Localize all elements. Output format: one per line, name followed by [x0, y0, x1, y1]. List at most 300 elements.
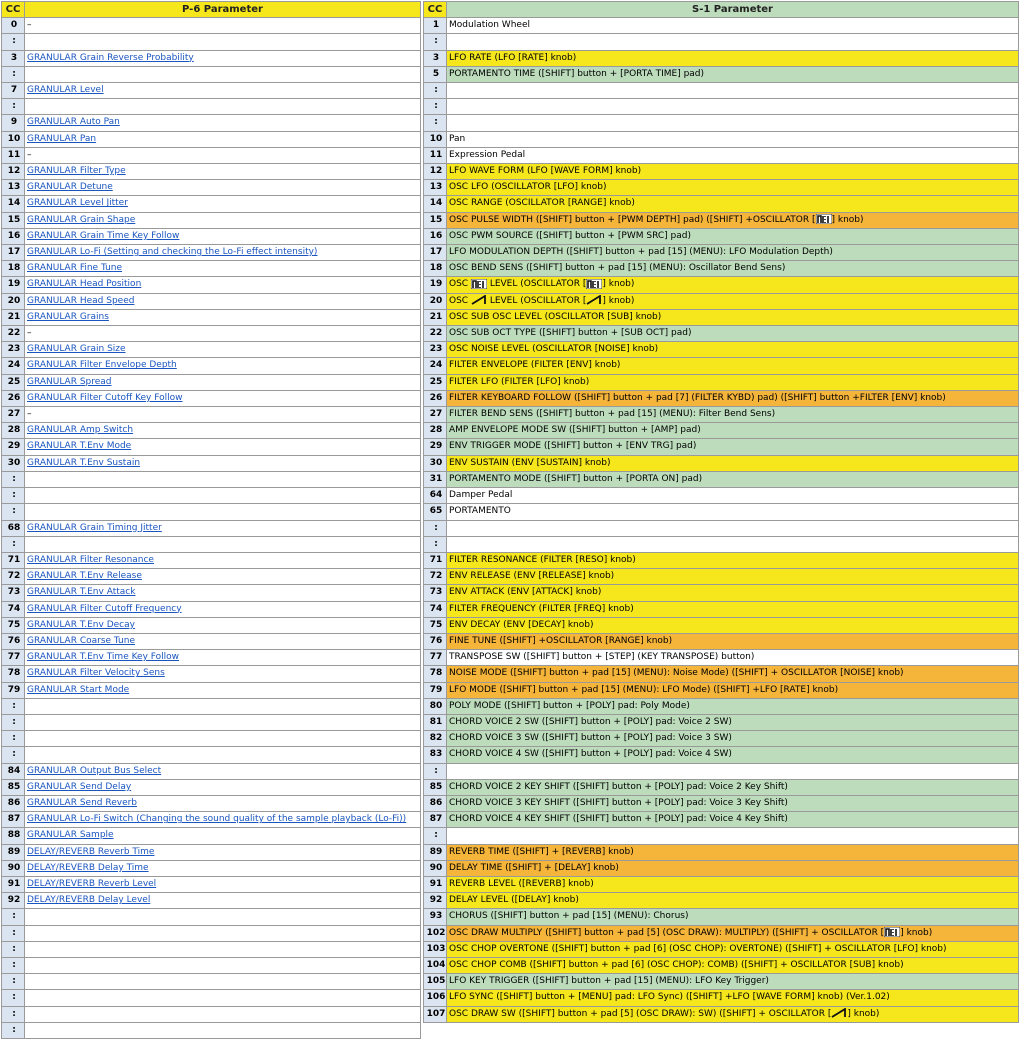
- p6-parameter-cell: [25, 633, 421, 649]
- s1-parameter-cell: [447, 66, 1019, 82]
- p6-row: [2, 196, 421, 212]
- s1-parameter-text: TRANSPOSE SW ([SHIFT] button + [STEP] (KEY TRANSPOSE) button): [449, 652, 755, 663]
- s1-cc-number: 79: [424, 682, 447, 698]
- p6-parameter-cell: [25, 601, 421, 617]
- s1-cc-number: 23: [424, 342, 447, 358]
- s1-row: [424, 990, 1019, 1006]
- s1-parameter-text: LFO MODULATION DEPTH ([SHIFT] button + pad [15] (MENU): LFO Modulation Depth): [449, 247, 833, 258]
- s1-parameter-text: LEVEL (OSCILLATOR [: [486, 295, 587, 306]
- s1-parameter-cell: [447, 488, 1019, 504]
- p6-row: [2, 844, 421, 860]
- p6-parameter-link[interactable]: GRANULAR T.Env Sustain: [27, 457, 141, 468]
- p6-cc-number: 10: [2, 131, 25, 147]
- p6-cc-number: 76: [2, 633, 25, 649]
- p6-cc-number: 20: [2, 293, 25, 309]
- s1-parameter-cell: [447, 552, 1019, 568]
- p6-row: [2, 212, 421, 228]
- s1-cc-number: 5: [424, 66, 447, 82]
- p6-cc-number: 3: [2, 50, 25, 66]
- p6-parameter-cell: [25, 1006, 421, 1022]
- s1-parameter-text: PORTAMENTO: [449, 506, 511, 517]
- p6-cc-number: :: [2, 941, 25, 957]
- p6-row: [2, 504, 421, 520]
- s1-parameter-cell: [447, 18, 1019, 34]
- s1-parameter-text: LFO RATE (LFO [RATE] knob): [449, 52, 577, 63]
- p6-cc-number: 15: [2, 212, 25, 228]
- p6-parameter-link[interactable]: GRANULAR T.Env Decay: [27, 619, 135, 630]
- s1-cc-number: 81: [424, 714, 447, 730]
- p6-cc-number: 12: [2, 164, 25, 180]
- p6-row: [2, 536, 421, 552]
- p6-parameter-text: –: [27, 149, 32, 160]
- p6-cc-number: 84: [2, 763, 25, 779]
- p6-row: [2, 633, 421, 649]
- p6-row: [2, 50, 421, 66]
- p6-cc-number: :: [2, 990, 25, 1006]
- s1-parameter-cell: [447, 99, 1019, 115]
- s1-parameter-cell: [447, 779, 1019, 795]
- p6-cc-number: 19: [2, 277, 25, 293]
- p6-parameter-link[interactable]: GRANULAR Auto Pan: [27, 117, 120, 128]
- p6-parameter-table: [1, 1, 421, 1039]
- p6-parameter-cell: [25, 617, 421, 633]
- p6-parameter-cell: [25, 374, 421, 390]
- p6-parameter-link[interactable]: DELAY/REVERB Reverb Level: [27, 878, 157, 889]
- p6-parameter-link[interactable]: GRANULAR Grain Shape: [27, 214, 136, 225]
- p6-parameter-cell: [25, 520, 421, 536]
- p6-row: [2, 488, 421, 504]
- s1-parameter-cell: [447, 245, 1019, 261]
- p6-cc-number: 29: [2, 439, 25, 455]
- p6-parameter-link[interactable]: GRANULAR Spread: [27, 376, 112, 387]
- s1-row: [424, 844, 1019, 860]
- s1-parameter-cell: [447, 941, 1019, 957]
- p6-row: [2, 342, 421, 358]
- s1-cc-number: 13: [424, 180, 447, 196]
- p6-row: [2, 18, 421, 34]
- p6-parameter-link[interactable]: GRANULAR Filter Type: [27, 166, 126, 177]
- s1-cc-number: 72: [424, 569, 447, 585]
- s1-cc-number: 10: [424, 131, 447, 147]
- p6-parameter-link[interactable]: GRANULAR Filter Cutoff Key Follow: [27, 392, 183, 403]
- p6-parameter-cell: [25, 83, 421, 99]
- p6-cc-number: 91: [2, 876, 25, 892]
- p6-parameter-cell: [25, 714, 421, 730]
- s1-parameter-text: LFO KEY TRIGGER ([SHIFT] button + pad [15] (MENU): LFO Key Trigger): [449, 976, 769, 987]
- s1-cc-number: 25: [424, 374, 447, 390]
- p6-parameter-cell: [25, 941, 421, 957]
- p6-cc-number: 16: [2, 228, 25, 244]
- p6-cc-number: 72: [2, 569, 25, 585]
- p6-row: [2, 277, 421, 293]
- s1-parameter-text: DELAY LEVEL ([DELAY] knob): [449, 895, 579, 906]
- p6-parameter-cell: [25, 698, 421, 714]
- s1-cc-number: 77: [424, 650, 447, 666]
- s1-cc-number: 78: [424, 666, 447, 682]
- p6-parameter-link[interactable]: GRANULAR Lo-Fi Switch (Changing the sound quality of the sample playback (Lo-Fi)): [27, 814, 407, 825]
- p6-parameter-link[interactable]: GRANULAR Grain Reverse Probability: [27, 52, 194, 63]
- p6-row: [2, 1022, 421, 1038]
- s1-cc-header: CC: [424, 2, 447, 18]
- p6-parameter-link[interactable]: GRANULAR Output Bus Select: [27, 765, 162, 776]
- s1-cc-number: 89: [424, 844, 447, 860]
- p6-parameter-cell: [25, 326, 421, 342]
- s1-row: [424, 439, 1019, 455]
- s1-parameter-cell: [447, 374, 1019, 390]
- s1-cc-number: 102: [424, 925, 447, 941]
- s1-row: [424, 407, 1019, 423]
- s1-row: [424, 18, 1019, 34]
- s1-cc-number: 85: [424, 779, 447, 795]
- s1-parameter-cell: [447, 261, 1019, 277]
- s1-row: [424, 471, 1019, 487]
- p6-parameter-link[interactable]: GRANULAR Head Position: [27, 279, 142, 290]
- s1-cc-number: :: [424, 34, 447, 50]
- s1-cc-number: 91: [424, 876, 447, 892]
- p6-parameter-cell: [25, 860, 421, 876]
- s1-parameter-text: ENV TRIGGER MODE ([SHIFT] button + [ENV TRG] pad): [449, 441, 697, 452]
- p6-cc-number: :: [2, 1006, 25, 1022]
- p6-row: [2, 358, 421, 374]
- p6-parameter-cell: [25, 358, 421, 374]
- p6-parameter-cell: [25, 876, 421, 892]
- p6-cc-number: 14: [2, 196, 25, 212]
- s1-cc-number: :: [424, 83, 447, 99]
- p6-parameter-text: –: [27, 328, 32, 339]
- s1-cc-number: 27: [424, 407, 447, 423]
- s1-cc-number: 75: [424, 617, 447, 633]
- p6-cc-number: 22: [2, 326, 25, 342]
- p6-cc-number: 26: [2, 390, 25, 406]
- p6-parameter-cell: [25, 536, 421, 552]
- p6-row: [2, 747, 421, 763]
- s1-parameter-cell: [447, 471, 1019, 487]
- p6-parameter-cell: [25, 18, 421, 34]
- p6-parameter-cell: [25, 893, 421, 909]
- s1-parameter-text: ] knob): [831, 214, 864, 225]
- s1-parameter-cell: [447, 536, 1019, 552]
- s1-cc-number: 16: [424, 228, 447, 244]
- p6-parameter-cell: [25, 909, 421, 925]
- s1-parameter-text: FILTER RESONANCE (FILTER [RESO] knob): [449, 554, 636, 565]
- p6-cc-number: 89: [2, 844, 25, 860]
- p6-parameter-link[interactable]: GRANULAR Grain Time Key Follow: [27, 230, 180, 241]
- p6-parameter-link[interactable]: GRANULAR Grain Timing Jitter: [27, 522, 162, 533]
- s1-row: [424, 34, 1019, 50]
- s1-parameter-cell: [447, 601, 1019, 617]
- s1-parameter-text: ENV RELEASE (ENV [RELEASE] knob): [449, 571, 615, 582]
- p6-row: [2, 714, 421, 730]
- p6-parameter-link[interactable]: GRANULAR Send Delay: [27, 781, 132, 792]
- p6-row: [2, 763, 421, 779]
- p6-parameter-cell: [25, 66, 421, 82]
- p6-cc-number: :: [2, 536, 25, 552]
- p6-parameter-link[interactable]: DELAY/REVERB Delay Time: [27, 862, 149, 873]
- p6-parameter-link[interactable]: GRANULAR Level Jitter: [27, 198, 128, 209]
- p6-parameter-link[interactable]: GRANULAR Send Reverb: [27, 797, 138, 808]
- p6-parameter-link[interactable]: GRANULAR Start Mode: [27, 684, 130, 695]
- s1-cc-number: :: [424, 115, 447, 131]
- s1-row: [424, 423, 1019, 439]
- s1-row: [424, 828, 1019, 844]
- s1-row: [424, 666, 1019, 682]
- s1-parameter-cell: [447, 423, 1019, 439]
- s1-parameter-text: ENV SUSTAIN (ENV [SUSTAIN] knob): [449, 457, 611, 468]
- s1-parameter-cell: [447, 196, 1019, 212]
- s1-parameter-cell: [447, 520, 1019, 536]
- s1-row: [424, 293, 1019, 309]
- s1-parameter-cell: [447, 326, 1019, 342]
- p6-cc-number: :: [2, 34, 25, 50]
- s1-row: [424, 196, 1019, 212]
- p6-row: [2, 180, 421, 196]
- s1-parameter-text: FILTER LFO (FILTER [LFO] knob): [449, 376, 590, 387]
- p6-parameter-link[interactable]: GRANULAR Filter Cutoff Frequency: [27, 603, 182, 614]
- s1-parameter-cell: [447, 277, 1019, 293]
- s1-cc-number: 90: [424, 860, 447, 876]
- s1-row: [424, 66, 1019, 82]
- s1-parameter-text: REVERB LEVEL ([REVERB] knob): [449, 878, 594, 889]
- p6-row: [2, 909, 421, 925]
- p6-parameter-link[interactable]: GRANULAR Filter Envelope Depth: [27, 360, 177, 371]
- s1-parameter-text: Pan: [449, 133, 466, 144]
- p6-cc-number: 28: [2, 423, 25, 439]
- p6-row: [2, 131, 421, 147]
- p6-cc-number: :: [2, 909, 25, 925]
- s1-row: [424, 455, 1019, 471]
- p6-parameter-link[interactable]: GRANULAR Amp Switch: [27, 425, 134, 436]
- s1-parameter-cell: [447, 893, 1019, 909]
- s1-row: [424, 1006, 1019, 1022]
- s1-row: [424, 99, 1019, 115]
- s1-cc-number: 65: [424, 504, 447, 520]
- p6-parameter-link[interactable]: GRANULAR Coarse Tune: [27, 635, 135, 646]
- s1-parameter-text: OSC PWM SOURCE ([SHIFT] button + [PWM SRC] pad): [449, 230, 691, 241]
- s1-parameter-cell: [447, 990, 1019, 1006]
- p6-parameter-link[interactable]: GRANULAR Filter Velocity Sens: [27, 668, 165, 679]
- p6-parameter-cell: [25, 957, 421, 973]
- p6-row: [2, 164, 421, 180]
- p6-row: [2, 974, 421, 990]
- s1-parameter-cell: [447, 390, 1019, 406]
- p6-parameter-cell: [25, 925, 421, 941]
- p6-parameter-link[interactable]: GRANULAR Fine Tune: [27, 263, 123, 274]
- p6-parameter-cell: [25, 196, 421, 212]
- p6-cc-number: 21: [2, 309, 25, 325]
- p6-parameter-link[interactable]: GRANULAR Level: [27, 85, 104, 96]
- p6-parameter-link[interactable]: GRANULAR Grains: [27, 311, 109, 322]
- p6-parameter-cell: [25, 245, 421, 261]
- s1-cc-number: 14: [424, 196, 447, 212]
- s1-parameter-text: OSC BEND SENS ([SHIFT] button + pad [15] (MENU): Oscillator Bend Sens): [449, 263, 786, 274]
- p6-parameter-cell: [25, 390, 421, 406]
- s1-row: [424, 552, 1019, 568]
- s1-row: [424, 277, 1019, 293]
- p6-cc-number: 0: [2, 18, 25, 34]
- s1-row: [424, 50, 1019, 66]
- s1-parameter-text: OSC SUB OSC LEVEL (OSCILLATOR [SUB] knob): [449, 311, 662, 322]
- s1-parameter-text: REVERB TIME ([SHIFT] + [REVERB] knob): [449, 846, 634, 857]
- s1-parameter-cell: [447, 293, 1019, 309]
- s1-parameter-cell: [447, 876, 1019, 892]
- s1-parameter-cell: [447, 828, 1019, 844]
- p6-row: [2, 585, 421, 601]
- p6-cc-number: 30: [2, 455, 25, 471]
- p6-parameter-cell: [25, 50, 421, 66]
- p6-cc-number: :: [2, 957, 25, 973]
- s1-parameter-text: OSC LFO (OSCILLATOR [LFO] knob): [449, 182, 607, 193]
- s1-parameter-text: Modulation Wheel: [449, 20, 530, 31]
- s1-row: [424, 957, 1019, 973]
- p6-cc-number: :: [2, 925, 25, 941]
- s1-parameter-text: FILTER BEND SENS ([SHIFT] button + pad [15] (MENU): Filter Bend Sens): [449, 409, 776, 420]
- p6-cc-number: 9: [2, 115, 25, 131]
- p6-parameter-cell: [25, 828, 421, 844]
- p6-parameter-link[interactable]: GRANULAR Lo-Fi (Setting and checking the Lo-Fi effect intensity): [27, 247, 318, 258]
- p6-row: [2, 228, 421, 244]
- p6-cc-number: 77: [2, 650, 25, 666]
- p6-parameter-link[interactable]: DELAY/REVERB Reverb Time: [27, 846, 155, 857]
- s1-cc-number: 82: [424, 731, 447, 747]
- s1-parameter-cell: [447, 50, 1019, 66]
- s1-row: [424, 974, 1019, 990]
- s1-parameter-text: OSC CHOP COMB ([SHIFT] button + pad [6] (OSC CHOP): COMB) ([SHIFT] + OSCILLATOR [SUB] knob): [449, 959, 904, 970]
- s1-parameter-text: FILTER ENVELOPE (FILTER [ENV] knob): [449, 360, 621, 371]
- s1-parameter-cell: [447, 731, 1019, 747]
- p6-cc-number: 88: [2, 828, 25, 844]
- s1-cc-number: 31: [424, 471, 447, 487]
- p6-cc-number: 27: [2, 407, 25, 423]
- s1-parameter-text: ] knob): [602, 279, 635, 290]
- p6-parameter-link[interactable]: GRANULAR Pan: [27, 133, 97, 144]
- s1-cc-number: 17: [424, 245, 447, 261]
- s1-parameter-text: CHORD VOICE 4 KEY SHIFT ([SHIFT] button + [POLY] pad: Voice 4 Key Shift): [449, 814, 788, 825]
- s1-row: [424, 650, 1019, 666]
- s1-cc-number: 76: [424, 633, 447, 649]
- s1-parameter-text: FILTER KEYBOARD FOLLOW ([SHIFT] button + pad [7] (FILTER KYBD) pad) ([SHIFT] button +FILTER [ENV] knob): [449, 392, 946, 403]
- s1-row: [424, 795, 1019, 811]
- p6-row: [2, 309, 421, 325]
- p6-row: [2, 860, 421, 876]
- p6-row: [2, 471, 421, 487]
- p6-row: [2, 423, 421, 439]
- p6-row: [2, 795, 421, 811]
- s1-cc-number: 30: [424, 455, 447, 471]
- p6-parameter-cell: [25, 990, 421, 1006]
- s1-parameter-text: OSC DRAW SW ([SHIFT] button + pad [5] (OSC DRAW): SW) ([SHIFT] + OSCILLATOR [: [449, 1008, 832, 1019]
- s1-row: [424, 779, 1019, 795]
- p6-parameter-cell: [25, 471, 421, 487]
- s1-row: [424, 747, 1019, 763]
- p6-row: [2, 957, 421, 973]
- s1-row: [424, 941, 1019, 957]
- s1-row: [424, 876, 1019, 892]
- p6-parameter-cell: [25, 164, 421, 180]
- p6-parameter-link[interactable]: GRANULAR Detune: [27, 182, 113, 193]
- p6-row: [2, 261, 421, 277]
- p6-parameter-cell: [25, 277, 421, 293]
- s1-cc-number: 73: [424, 585, 447, 601]
- p6-cc-header: CC: [2, 2, 25, 18]
- s1-parameter-text: CHORUS ([SHIFT] button + pad [15] (MENU): Chorus): [449, 911, 689, 922]
- p6-parameter-link[interactable]: GRANULAR T.Env Release: [27, 571, 142, 582]
- s1-parameter-cell: [447, 585, 1019, 601]
- s1-parameter-text: LEVEL (OSCILLATOR [: [486, 279, 587, 290]
- p6-parameter-cell: [25, 423, 421, 439]
- s1-parameter-cell: [447, 212, 1019, 228]
- p6-cc-number: 13: [2, 180, 25, 196]
- s1-row: [424, 212, 1019, 228]
- s1-parameter-cell: [447, 228, 1019, 244]
- p6-row: [2, 439, 421, 455]
- p6-parameter-cell: [25, 147, 421, 163]
- p6-parameter-link[interactable]: GRANULAR Filter Resonance: [27, 554, 154, 565]
- p6-cc-number: :: [2, 1022, 25, 1038]
- p6-parameter-link[interactable]: GRANULAR T.Env Attack: [27, 587, 136, 598]
- s1-parameter-text: CHORD VOICE 3 SW ([SHIFT] button + [POLY] pad: Voice 3 SW): [449, 733, 732, 744]
- s1-cc-number: 18: [424, 261, 447, 277]
- p6-row: [2, 812, 421, 828]
- p6-cc-number: :: [2, 471, 25, 487]
- saw-icon: [831, 1009, 847, 1019]
- p6-parameter-cell: [25, 552, 421, 568]
- p6-parameter-link[interactable]: GRANULAR Sample: [27, 830, 114, 841]
- p6-row: [2, 1006, 421, 1022]
- s1-cc-number: 26: [424, 390, 447, 406]
- p6-parameter-cell: [25, 844, 421, 860]
- s1-cc-number: 107: [424, 1006, 447, 1022]
- s1-row: [424, 374, 1019, 390]
- p6-parameter-cell: [25, 212, 421, 228]
- p6-parameter-link[interactable]: GRANULAR Grain Size: [27, 344, 126, 355]
- s1-parameter-cell: [447, 147, 1019, 163]
- p6-title-header: P-6 Parameter: [25, 2, 421, 18]
- s1-row: [424, 601, 1019, 617]
- p6-row: [2, 520, 421, 536]
- s1-row: [424, 147, 1019, 163]
- s1-row: [424, 909, 1019, 925]
- s1-parameter-cell: [447, 747, 1019, 763]
- p6-parameter-link[interactable]: GRANULAR T.Env Time Key Follow: [27, 652, 179, 663]
- s1-parameter-text: AMP ENVELOPE MODE SW ([SHIFT] button + [AMP] pad): [449, 425, 701, 436]
- p6-cc-number: 25: [2, 374, 25, 390]
- p6-parameter-link[interactable]: GRANULAR T.Env Mode: [27, 441, 132, 452]
- s1-parameter-cell: [447, 698, 1019, 714]
- s1-row: [424, 342, 1019, 358]
- p6-parameter-cell: [25, 650, 421, 666]
- s1-parameter-cell: [447, 439, 1019, 455]
- s1-cc-number: 19: [424, 277, 447, 293]
- pulse-icon: [471, 279, 487, 289]
- s1-row: [424, 585, 1019, 601]
- s1-cc-number: 29: [424, 439, 447, 455]
- s1-row: [424, 925, 1019, 941]
- s1-parameter-text: Expression Pedal: [449, 149, 526, 160]
- p6-row: [2, 293, 421, 309]
- p6-row: [2, 779, 421, 795]
- p6-cc-number: 23: [2, 342, 25, 358]
- s1-parameter-cell: [447, 666, 1019, 682]
- pulse-icon: [884, 928, 900, 938]
- p6-cc-number: 78: [2, 666, 25, 682]
- s1-cc-number: 64: [424, 488, 447, 504]
- p6-cc-number: :: [2, 504, 25, 520]
- p6-cc-number: 85: [2, 779, 25, 795]
- s1-row: [424, 812, 1019, 828]
- p6-parameter-link[interactable]: GRANULAR Head Speed: [27, 295, 135, 306]
- p6-parameter-link[interactable]: DELAY/REVERB Delay Level: [27, 895, 151, 906]
- s1-row: [424, 83, 1019, 99]
